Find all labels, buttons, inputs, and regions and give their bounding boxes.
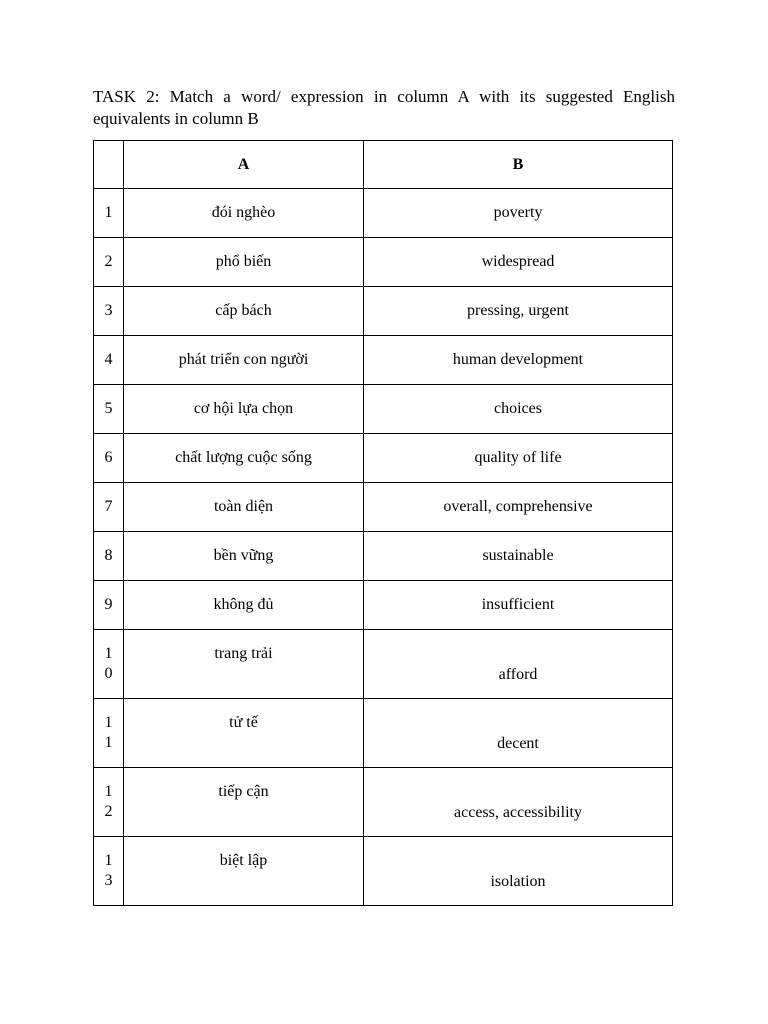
column-a-cell: tử tế [124,699,364,768]
column-b-cell: poverty [364,189,673,238]
column-a-cell: chất lượng cuộc sống [124,434,364,483]
table-header-row [94,141,673,189]
matching-table [93,140,673,906]
column-b-cell: overall, comprehensive [364,483,673,532]
table-row [94,768,673,837]
table-row [94,483,673,532]
row-number [94,837,124,906]
table-row [94,287,673,336]
table-row [94,699,673,768]
column-b-cell: access, accessibility [364,768,673,837]
table-row [94,238,673,287]
row-number: 7 [94,483,124,532]
column-a-cell: cấp bách [124,287,364,336]
number-column-header [94,141,124,189]
column-a-cell: biệt lập [124,837,364,906]
column-b-cell: insufficient [364,581,673,630]
row-number-digit: 1 [104,714,113,731]
task-instructions: TASK 2: Match a word/ expression in column A with its suggested English equivalents in column B [93,87,675,128]
row-number-digit: 3 [104,872,113,889]
column-b-cell: pressing, urgent [364,287,673,336]
row-number [94,699,124,768]
column-b-cell: decent [364,699,673,768]
column-b-cell: isolation [364,837,673,906]
column-b-cell: sustainable [364,532,673,581]
row-number [94,768,124,837]
row-number: 4 [94,336,124,385]
column-a-cell: không đủ [124,581,364,630]
column-b-cell: quality of life [364,434,673,483]
row-number: 6 [94,434,124,483]
column-a-cell: phổ biến [124,238,364,287]
row-number: 9 [94,581,124,630]
row-number: 5 [94,385,124,434]
table-row [94,630,673,699]
column-a-cell: cơ hội lựa chọn [124,385,364,434]
column-b-cell: human development [364,336,673,385]
row-number: 8 [94,532,124,581]
column-a-header: A [124,141,364,189]
row-number: 1 [94,189,124,238]
table-row [94,837,673,906]
row-number-digit: 1 [104,645,113,662]
column-b-cell: afford [364,630,673,699]
row-number: 3 [94,287,124,336]
table-row [94,189,673,238]
row-number-digit: 1 [104,783,113,800]
column-a-cell: đói nghèo [124,189,364,238]
row-number-digit: 2 [104,803,113,820]
column-a-cell: tiếp cận [124,768,364,837]
row-number-digit: 0 [104,665,113,682]
row-number-digit: 1 [104,852,113,869]
column-a-cell: bền vững [124,532,364,581]
column-a-cell: toàn diện [124,483,364,532]
column-b-cell: widespread [364,238,673,287]
row-number-digit: 1 [104,734,113,751]
table-row [94,434,673,483]
column-b-cell: choices [364,385,673,434]
column-a-cell: phát triển con người [124,336,364,385]
table-row [94,385,673,434]
table-row [94,532,673,581]
row-number [94,630,124,699]
column-a-cell: trang trải [124,630,364,699]
row-number: 2 [94,238,124,287]
table-row [94,581,673,630]
table-row [94,336,673,385]
column-b-header: B [364,141,673,189]
